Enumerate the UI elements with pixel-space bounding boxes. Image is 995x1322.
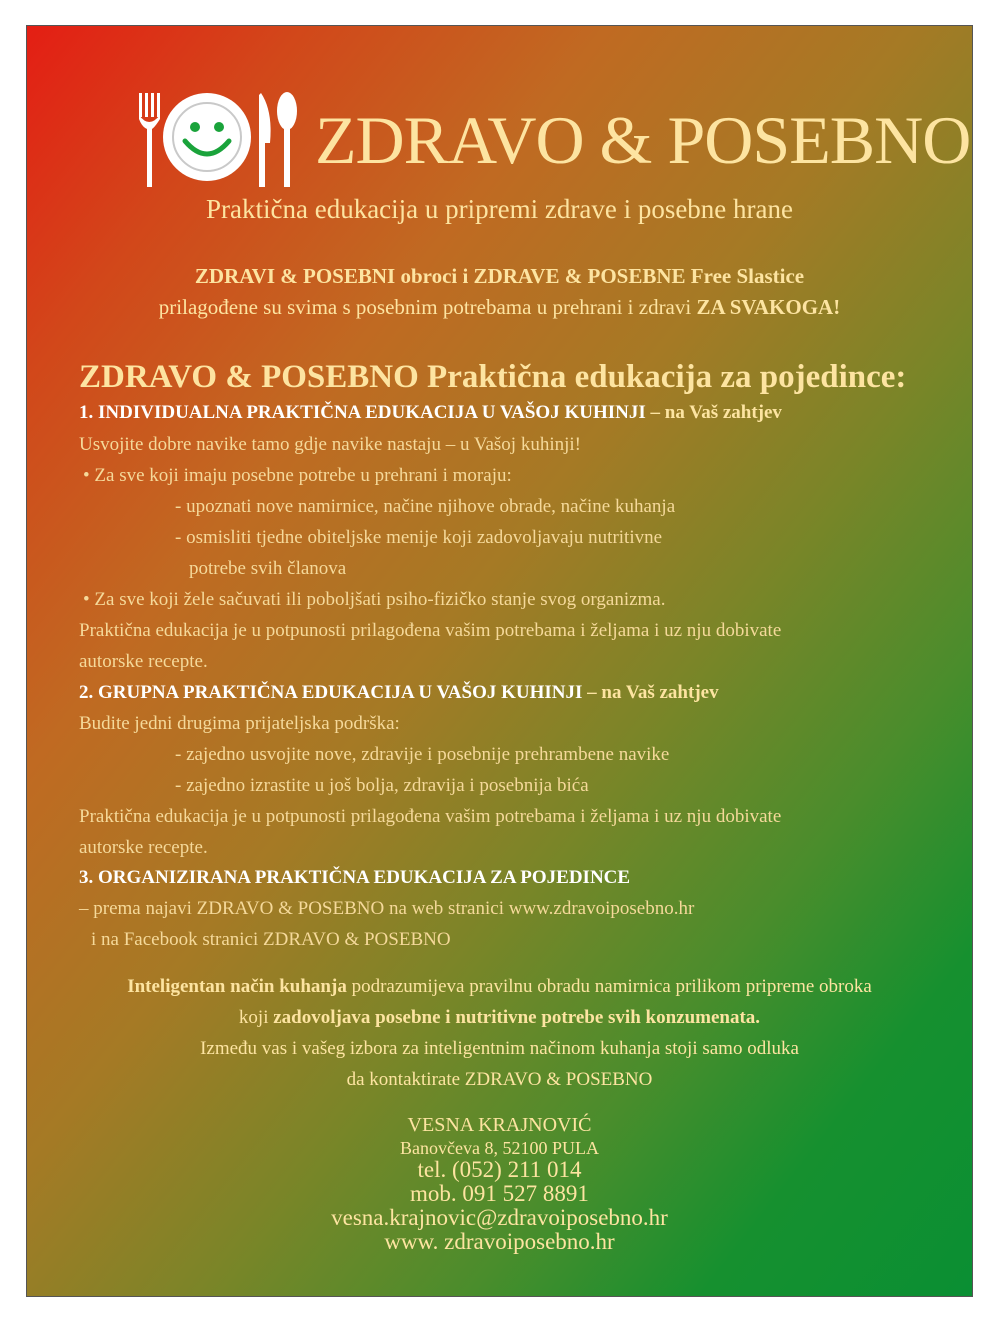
section-2-subitem: - zajedno izrastite u još bolja, zdravija i posebnija bića [175,775,589,796]
section-2-line: autorske recepte. [79,837,208,858]
section-1-subitem: - upoznati nove namirnice, načine njihove obrade, načine kuhanja [175,496,676,517]
intro-line-2 [27,295,972,320]
section-1-title-suffix: – na Vaš zahtjev [645,402,782,423]
section-1-line: autorske recepte. [79,651,208,672]
contact-website[interactable]: www. zdravoiposebno.hr [384,1229,615,1254]
main-heading: ZDRAVO & POSEBNO Praktična edukacija za pojedince: [79,359,907,395]
smiley-plate-icon [163,93,251,181]
section-3-line: i na Facebook stranici ZDRAVO & POSEBNO [91,929,451,950]
section-1-subitem-cont: potrebe svih članova [189,558,347,579]
contact-email[interactable]: vesna.krajnovic@zdravoiposebno.hr [331,1205,668,1230]
knife-icon [259,93,271,187]
fork-icon [139,93,160,187]
contact-address: Banovčeva 8, 52100 PULA [400,1138,599,1158]
section-1-title-text: 1. INDIVIDUALNA PRAKTIČNA EDUKACIJA U VAŠOJ KUHINJI [79,402,646,423]
closing-line-1 [27,976,972,998]
section-3-line: – prema najavi ZDRAVO & POSEBNO na web stranici www.zdravoiposebno.hr [79,898,695,919]
intro-emphasis: ZA SVAKOGA! [696,295,841,319]
section-2-title [79,682,719,704]
section-1-bullet: • Za sve koji imaju posebne potrebe u prehrani i moraju: [83,465,512,486]
closing-line-2 [27,1007,972,1029]
contact-name: VESNA KRAJNOVIĆ [407,1114,592,1136]
closing-line-4: da kontaktirate ZDRAVO & POSEBNO [346,1069,653,1090]
section-1-bullet: • Za sve koji žele sačuvati ili poboljšati psiho-fizičko stanje svog organizma. [83,589,666,610]
closing-bold: Inteligentan način kuhanja [127,976,347,997]
contact-phone: tel. (052) 211 014 [417,1157,582,1182]
closing-text: koji [238,1007,274,1028]
closing-bold: zadovoljava posebne i nutritivne potrebe svih konzumenata. [273,1007,761,1028]
intro-bold: ZDRAVI & POSEBNI obroci i ZDRAVE & POSEBNE Free Slastice [194,264,805,288]
closing-line-3: Između vas i vašeg izbora za inteligentnim načinom kuhanja stoji samo odluka [200,1038,799,1059]
contact-mobile: mob. 091 527 8891 [410,1181,589,1206]
section-2-subitem: - zajedno usvojite nove, zdravije i posebnije prehrambene navike [175,744,670,765]
section-1-subitem: - osmisliti tjedne obiteljske menije koji zadovoljavaju nutritivne [175,527,663,548]
logo [137,91,971,191]
brand-name: ZDRAVO & POSEBNO [315,102,971,178]
logo-graphic [137,91,307,191]
section-1-title [79,402,782,424]
intro-text: prilagođene su svima s posebnim potrebama u prehrani i zdravi [158,295,697,319]
closing-text: podrazumijeva pravilnu obradu namirnica prilikom pripreme obroka [346,976,872,997]
flyer [26,25,973,1297]
section-2-title-text: 2. GRUPNA PRAKTIČNA EDUKACIJA U VAŠOJ KUHINJI [79,682,583,703]
section-2-title-suffix: – na Vaš zahtjev [582,682,719,703]
section-3-title: 3. ORGANIZIRANA PRAKTIČNA EDUKACIJA ZA POJEDINCE [79,867,631,888]
intro-line-1 [27,264,972,289]
spoon-icon [277,92,297,187]
section-2-line: Budite jedni drugima prijateljska podrška: [79,713,400,734]
section-2-line: Praktična edukacija je u potpunosti prilagođena vašim potrebama i željama i uz nju dobivate [79,806,782,827]
section-1-line: Usvojite dobre navike tamo gdje navike nastaju – u Vašoj kuhinji! [79,434,581,455]
tagline: Praktična edukacija u pripremi zdrave i posebne hrane [206,194,793,224]
section-1-line: Praktična edukacija je u potpunosti prilagođena vašim potrebama i željama i uz nju dobivate [79,620,782,641]
